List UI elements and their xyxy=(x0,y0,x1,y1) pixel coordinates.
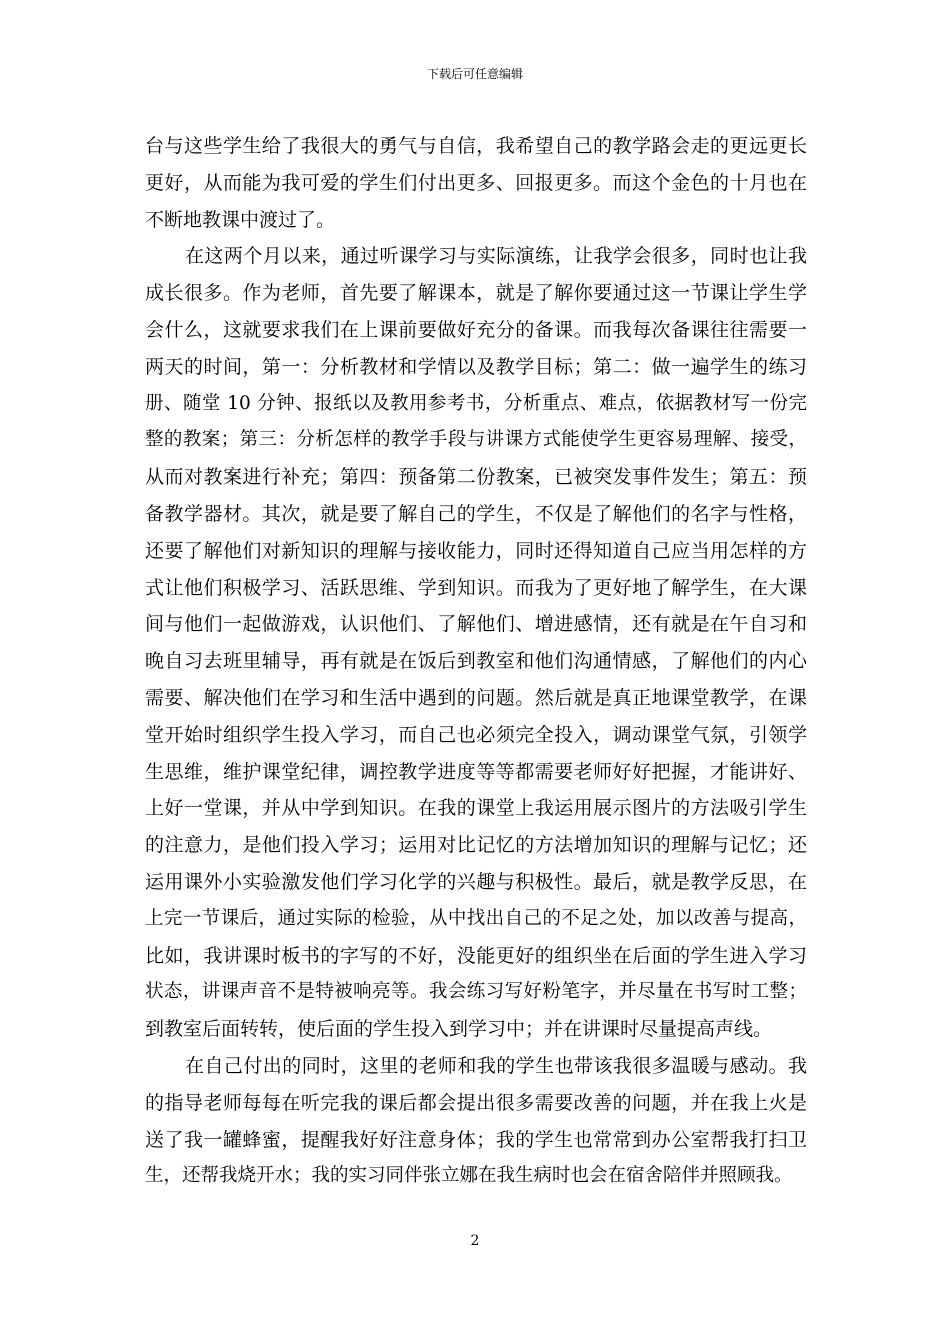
paragraph xyxy=(145,128,807,238)
text-line: 两天的时间，第一：分析教材和学情以及教学目标；第二：做一遍学生的练习 xyxy=(145,355,807,378)
body-text xyxy=(145,128,807,1195)
page-header: 下载后可任意编辑 xyxy=(426,67,523,81)
text-line: 比如，我讲课时板书的字写的不好，没能更好的组织坐在后面的学生进入学习 xyxy=(145,944,807,967)
text-line: 备教学器材。其次，就是要了解自己的学生，不仅是了解他们的名字与性格， xyxy=(145,502,807,525)
text-line: 的指导老师每每在听完我的课后都会提出很多需要改善的问题，并在我上火是 xyxy=(145,1091,807,1114)
text-line: 需要、解决他们在学习和生活中遇到的问题。然后就是真正地课堂教学，在课 xyxy=(145,686,807,709)
text-line: 不断地教课中渡过了。 xyxy=(145,208,336,231)
text-line: 送了我一罐蜂蜜，提醒我好好注意身体；我的学生也常常到办公室帮我打扫卫 xyxy=(145,1128,807,1151)
text-line: 状态，讲课声音不是特被响亮等。我会练习写好粉笔字，并尽量在书写时工整； xyxy=(145,981,807,1003)
text-line: 上好一堂课，并从中学到知识。在我的课堂上我运用展示图片的方法吸引学生 xyxy=(145,797,807,820)
text-line: 生思维，维护课堂纪律，调控教学进度等等都需要老师好好把握，才能讲好、 xyxy=(145,760,807,783)
text-line: 在这两个月以来，通过听课学习与实际演练，让我学会很多，同时也让我 xyxy=(185,245,807,268)
text-line: 到教室后面转转，使后面的学生投入到学习中；并在讲课时尽量提高声线。 xyxy=(145,1018,773,1041)
text-line: 成长很多。作为老师，首先要了解课本，就是了解你要通过这一节课让学生学 xyxy=(145,282,807,305)
text-line: 运用课外小实验激发他们学习化学的兴趣与积极性。最后，就是教学反思，在 xyxy=(145,870,807,893)
text-line: 的注意力，是他们投入学习；运用对比记忆的方法增加知识的理解与记忆；还 xyxy=(145,834,807,857)
text-line: 上完一节课后，通过实际的检验，从中找出自己的不足之处，加以改善与提高， xyxy=(145,907,807,929)
text-line: 还要了解他们对新知识的理解与接收能力，同时还得知道自己应当用怎样的方 xyxy=(145,539,807,562)
text-line: 更好，从而能为我可爱的学生们付出更多、回报更多。而这个金色的十月也在 xyxy=(145,171,807,194)
text-line: 堂开始时组织学生投入学习，而自己也必须完全投入，调动课堂气氛，引领学 xyxy=(145,723,807,746)
text-line: 从而对教案进行补充；第四：预备第二份教案，已被突发事件发生；第五：预 xyxy=(145,466,807,489)
text-line: 间与他们一起做游戏，认识他们、了解他们、增进感情，还有就是在午自习和 xyxy=(145,613,807,636)
text-line: 整的教案；第三：分析怎样的教学手段与讲课方式能使学生更容易理解、接受， xyxy=(145,429,807,451)
page-number: 2 xyxy=(470,1233,480,1249)
text-line: 生，还帮我烧开水；我的实习同伴张立娜在我生病时也会在宿舍陪伴并照顾我。 xyxy=(145,1165,793,1187)
text-line: 晚自习去班里辅导，再有就是在饭后到教室和他们沟通情感，了解他们的内心 xyxy=(145,650,807,673)
text-line: 册、随堂 10 分钟、报纸以及教用参考书，分析重点、难点，依据教材写一份完 xyxy=(145,392,807,414)
paragraph xyxy=(145,238,807,1048)
text-line: 在自己付出的同时，这里的老师和我的学生也带该我很多温暖与感动。我 xyxy=(185,1054,807,1077)
text-line: 台与这些学生给了我很大的勇气与自信，我希望自己的教学路会走的更远更长 xyxy=(145,135,807,157)
text-line: 式让他们积极学习、活跃思维、学到知识。而我为了更好地了解学生，在大课 xyxy=(145,576,807,599)
text-line: 会什么，这就要求我们在上课前要做好充分的备课。而我每次备课往往需要一 xyxy=(145,318,807,341)
paragraph xyxy=(145,1048,807,1195)
